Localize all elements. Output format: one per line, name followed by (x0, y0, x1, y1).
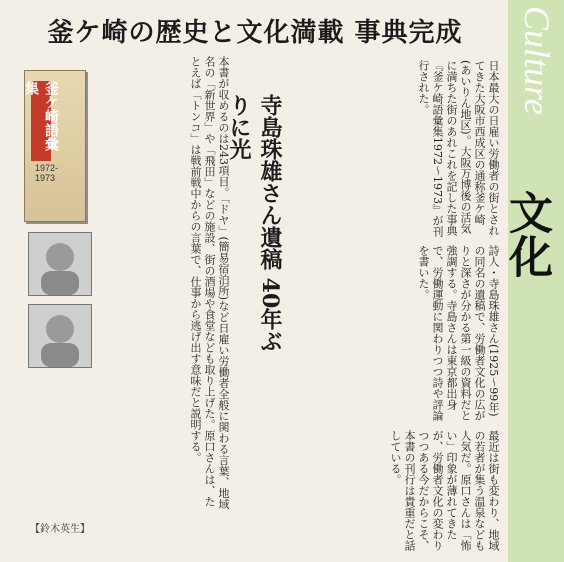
subheadline: 寺島珠雄さん遺稿 40年ぶりに光 (226, 94, 283, 353)
book-spine-title: 釜ケ崎語彙集 (31, 81, 51, 161)
article-column-1: 日本最大の日雇い労働者の街とされてきた大阪市西成区の通称釜ケ崎(あいりん地区)。大阪万博後の活気に満ちた街のあれこれを記した事典『釜ケ崎語彙集1972～1973』が刊行された。 (417, 60, 500, 237)
section-label: 文化 (501, 190, 552, 278)
culture-band (501, 0, 564, 562)
portrait-icon (29, 233, 91, 295)
portrait-2 (28, 304, 92, 368)
portrait-1 (28, 232, 92, 296)
portrait-icon (29, 305, 91, 367)
article-column-2: 詩人・寺島珠雄さん(1925～99年)の同名の遺稿で、労働者文化の広がりと深さが分かる第一級の資料だと強調する。寺島さんは東京都出身で、労働運動に関わりつつ詩や評論を書いた。 (417, 245, 500, 421)
book-year: 1972-1973 (35, 163, 59, 183)
book-photo (24, 70, 86, 222)
byline: 【鈴木英生】 (30, 524, 90, 535)
article-column-4: 本書が収めるのは243項目。「ドヤ」(簡易宿泊所)など日雇い労働者全般に関わる言葉、地域名の「新世界」や「飛田」などの施設、街の酒場や食堂なども取り上げた。原口さんは、たとえば「トンコ」は戦前戦中からの言葉で、仕事から逃げ出す意味だと説明する。 (189, 56, 230, 510)
article-column-3: 最近は街も変わり、地域の若者が集う温泉なども人気だ。原口さんは「怖い」印象が薄れてきたが、労働者文化の変わりつつある今だからこそ、本書の刊行は貴重だと話している。 (389, 430, 500, 551)
culture-label: Culture (517, 6, 557, 115)
headline: 釜ケ崎の歴史と文化満載 事典完成 (47, 17, 463, 48)
